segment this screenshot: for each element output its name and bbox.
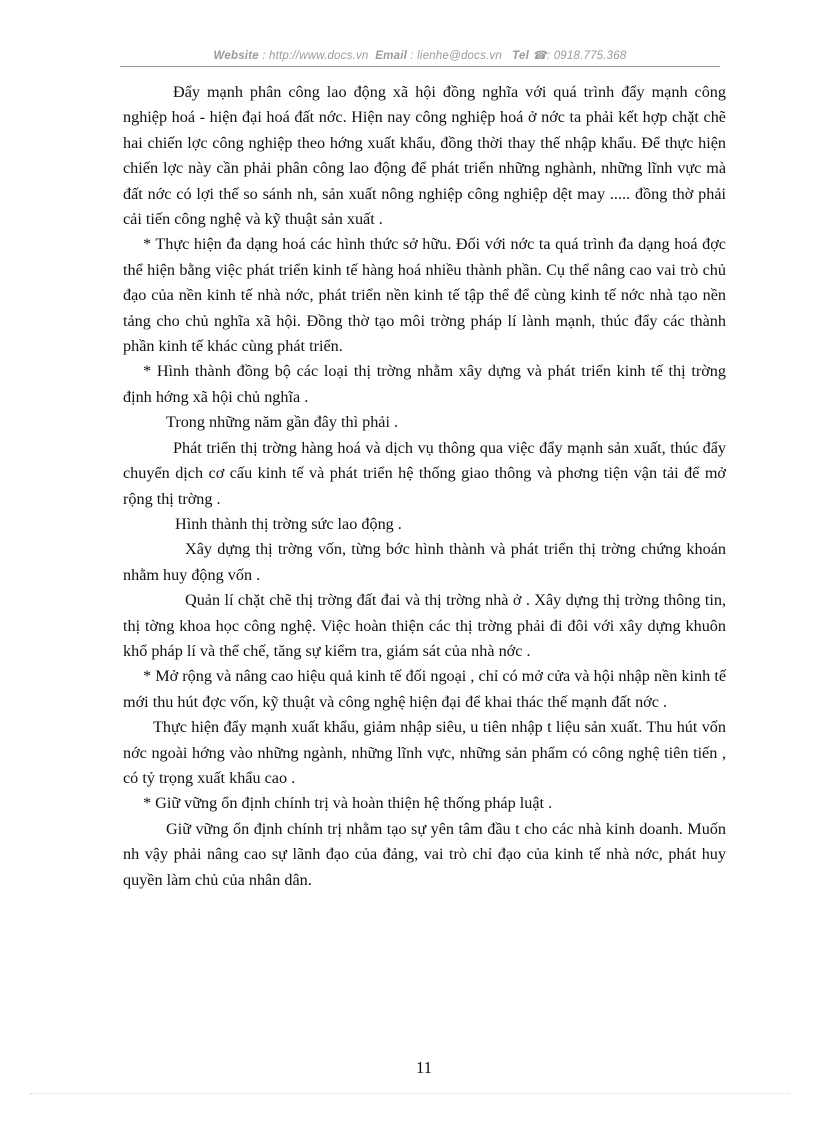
document-body xyxy=(123,80,726,893)
paragraph-7: Xây dựng thị trờng vốn, từng bớc hình thành và phát triển thị trờng chứng khoán nhằm huy động vốn . xyxy=(123,540,726,584)
email-value: : lienhe@docs.vn xyxy=(410,50,502,62)
paragraph-11: * Giữ vững ổn định chính trị và hoàn thiện hệ thống pháp luật . xyxy=(143,794,553,813)
header-rule xyxy=(120,66,720,67)
paragraph-5: Phát triển thị trờng hàng hoá và dịch vụ thông qua việc đẩy mạnh sản xuất, thúc đẩy chuyển dịch cơ cấu kinh tế và phát triển hệ thống giao thông và phơng tiện vận tải để mở rộng thị trờng . xyxy=(123,438,726,508)
paragraph-3: * Hình thành đồng bộ các loại thị trờng nhằm xây dựng và phát triển kinh tế thị trờng định hớng xã hội chủ nghĩa . xyxy=(123,362,726,406)
paragraph-4: Trong những năm gần đây thì phải . xyxy=(166,413,399,432)
footer-rule xyxy=(30,1093,790,1094)
page-number: 11 xyxy=(415,1058,433,1077)
paragraph-9: * Mở rộng và nâng cao hiệu quả kinh tế đối ngoại , chỉ có mở cửa và hội nhập nền kinh tế mới thu hút đợc vốn, kỹ thuật và công nghệ hiện đại để khai thác thế mạnh đất nớc . xyxy=(123,667,726,711)
tel-label: Tel xyxy=(512,50,529,62)
paragraph-1: Đẩy mạnh phân công lao động xã hội đồng nghĩa với quá trình đẩy mạnh công nghiệp hoá - hiện đại hoá đất nớc. Hiện nay công nghiệp hoá ở nớc ta phải kết hợp chặt chẽ hai chiến lợc công nghiệp theo hớng xuất khẩu, đồng thời thay thế nhập khẩu. Để thực hiện chiến lợc này cần phải phân công lao động để phát triển những nghành, những lĩnh vực mà đất nớc có lợi thế so sánh nh, sản xuất nông nghiệp công nghiệp dệt may ..... đồng thờ phải cải tiến công nghệ và kỹ thuật sản xuất . xyxy=(123,83,726,229)
paragraph-2: * Thực hiện đa dạng hoá các hình thức sở hữu. Đối với nớc ta quá trình đa dạng hoá đợc thể hiện bằng việc phát triển kinh tế hàng hoá nhiều thành phần. Cụ thể nâng cao vai trò chủ đạo của nền kinh tế nhà nớc, phát triển nền kinh tế tập thể để cùng kinh tế nớc nhà tạo nền tảng cho chủ nghĩa xã hội. Đồng thờ tạo môi trờng pháp lí lành mạnh, thúc đẩy các thành phần kinh tế khác cùng phát triển. xyxy=(123,235,726,356)
email-label: Email xyxy=(375,50,407,62)
tel-value: : 0918.775.368 xyxy=(546,50,627,62)
paragraph-6: Hình thành thị trờng sức lao động . xyxy=(175,514,402,533)
page-header xyxy=(120,48,720,62)
website-value: : http://www.docs.vn xyxy=(262,50,369,62)
website-label: Website xyxy=(213,50,259,62)
paragraph-12: Giữ vững ổn định chính trị nhằm tạo sự yên tâm đầu t cho các nhà kinh doanh. Muốn nh vậy phải nâng cao sự lãnh đạo của đảng, vai trò chỉ đạo của kinh tế nhà nớc, phát huy quyền làm chủ của nhân dân. xyxy=(123,819,726,889)
paragraph-10: Thực hiện đẩy mạnh xuất khẩu, giảm nhập siêu, u tiên nhập t liệu sản xuất. Thu hút vốn nớc ngoài hớng vào những ngành, những lĩnh vực, những sản phẩm có công nghệ tiên tiến , có tỷ trọng xuất khẩu cao . xyxy=(123,718,726,787)
paragraph-8: Quản lí chặt chẽ thị trờng đất đai và thị trờng nhà ở . Xây dựng thị trờng thông tin, thị tờng khoa học công nghệ. Việc hoàn thiện các thị trờng phải đi đôi với xây dựng khuôn khổ pháp lí và thể chế, tăng sự kiểm tra, giám sát của nhà nớc . xyxy=(123,591,726,660)
phone-icon: ☎ xyxy=(532,50,547,62)
